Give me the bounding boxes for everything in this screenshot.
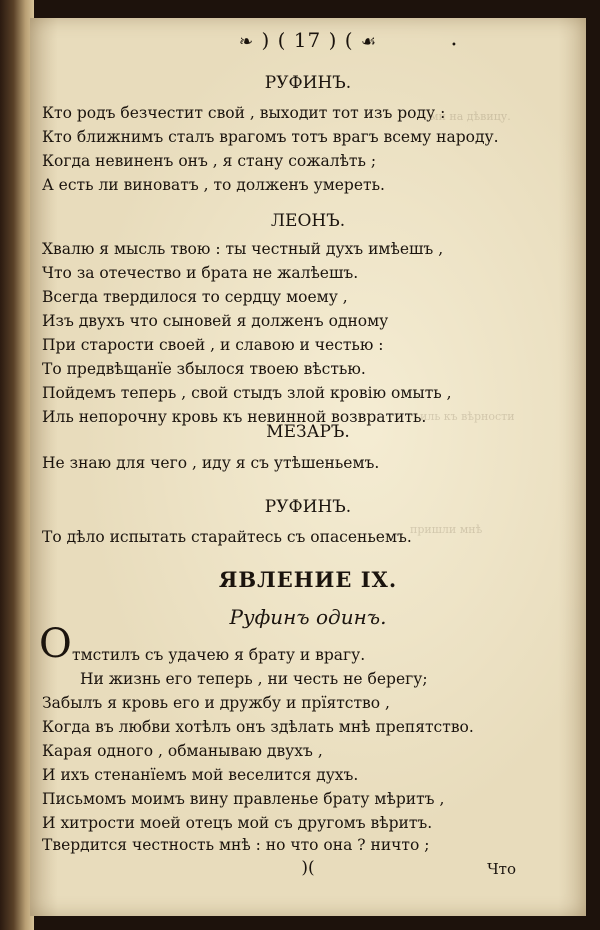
verse-line: Иль непорочну кровь къ невинной возвратить.	[42, 408, 427, 426]
catchword: Что	[487, 860, 516, 878]
verse-line: И ихъ стенанїемъ мой веселится духъ.	[42, 766, 359, 784]
scene-subtitle: Руфинъ одинъ.	[229, 605, 387, 629]
verse-line: И хитрости моей отецъ мой съ другомъ вѣритъ.	[42, 814, 433, 832]
scene-title: ЯВЛЕНИЕ IX.	[218, 567, 398, 592]
verse-line: Не знаю для чего , иду я съ утѣшеньемъ.	[42, 454, 380, 472]
page-sheet	[30, 18, 586, 916]
page-number: 17	[293, 28, 322, 52]
verse-line: Когда въ любви хотѣлъ онъ здѣлать мнѣ препятство.	[42, 718, 474, 736]
verse-line: Карая одного , обманываю двухъ ,	[42, 742, 323, 760]
verse-line: Кто родъ безчестит свой , выходит тот изъ роду :	[42, 104, 446, 122]
header-ornament-right-icon: ☙	[360, 32, 378, 52]
speaker-name: РУФИНЪ.	[264, 497, 352, 517]
verse-line: При старости своей , и славою и честью :	[42, 336, 384, 354]
verse-line: Всегда твердилося то сердцу моему ,	[42, 288, 348, 306]
verse-line: А есть ли виноватъ , то долженъ умереть.	[42, 176, 385, 194]
verse-line: Ни жизнь его теперь , ни честь не берегу;	[80, 670, 428, 688]
bleed-through-text: пришли мнѣ	[410, 523, 483, 536]
page-number-header: ❧ ) ( 17 ) ( ☙	[238, 28, 378, 52]
verse-line: То дѣло испытать старайтесь съ опасеньемъ.	[42, 528, 412, 546]
bleed-through-text: ми на дѣвицу.	[430, 110, 511, 123]
signature-mark: )(	[301, 858, 315, 878]
verse-line: Забылъ я кровь его и дружбу и прїятство ,	[42, 694, 390, 712]
verse-line: Что за отечество и брата не жалѣешъ.	[42, 264, 359, 282]
verse-line: Письмомъ моимъ вину правленье брату мѣритъ ,	[42, 790, 445, 808]
verse-line: Хвалю я мысль твою : ты честный духъ имѣешъ ,	[42, 240, 444, 258]
speaker-name: РУФИНЪ.	[264, 73, 352, 93]
verse-line: То предвѣщанїе збылося твоею вѣстью.	[42, 360, 366, 378]
verse-line: Когда невиненъ онъ , я стану сожалѣть ;	[42, 152, 377, 170]
verse-line: Изъ двухъ что сыновей я долженъ одному	[42, 312, 389, 330]
drop-cap: О	[39, 621, 72, 667]
verse-line: тмстилъ съ удачею я брату и врагу.	[72, 646, 366, 664]
verse-line: Кто ближнимъ сталъ врагомъ тотъ врагъ всему народу.	[42, 128, 499, 146]
verse-line: Твердится честность мнѣ : но что она ? ничто ;	[42, 836, 430, 854]
book-spine-edge	[0, 0, 34, 930]
speaker-name: ЛЕОНЪ.	[270, 211, 346, 231]
bleed-through-text: иль къ вѣрности	[420, 410, 515, 423]
ink-dot: •	[451, 40, 457, 51]
verse-line: Пойдемъ теперь , свой стыдъ злой кровію омыть ,	[42, 384, 452, 402]
speaker-name: МЕЗАРЪ.	[266, 422, 350, 442]
header-ornament-left-icon: ❧	[238, 32, 255, 52]
